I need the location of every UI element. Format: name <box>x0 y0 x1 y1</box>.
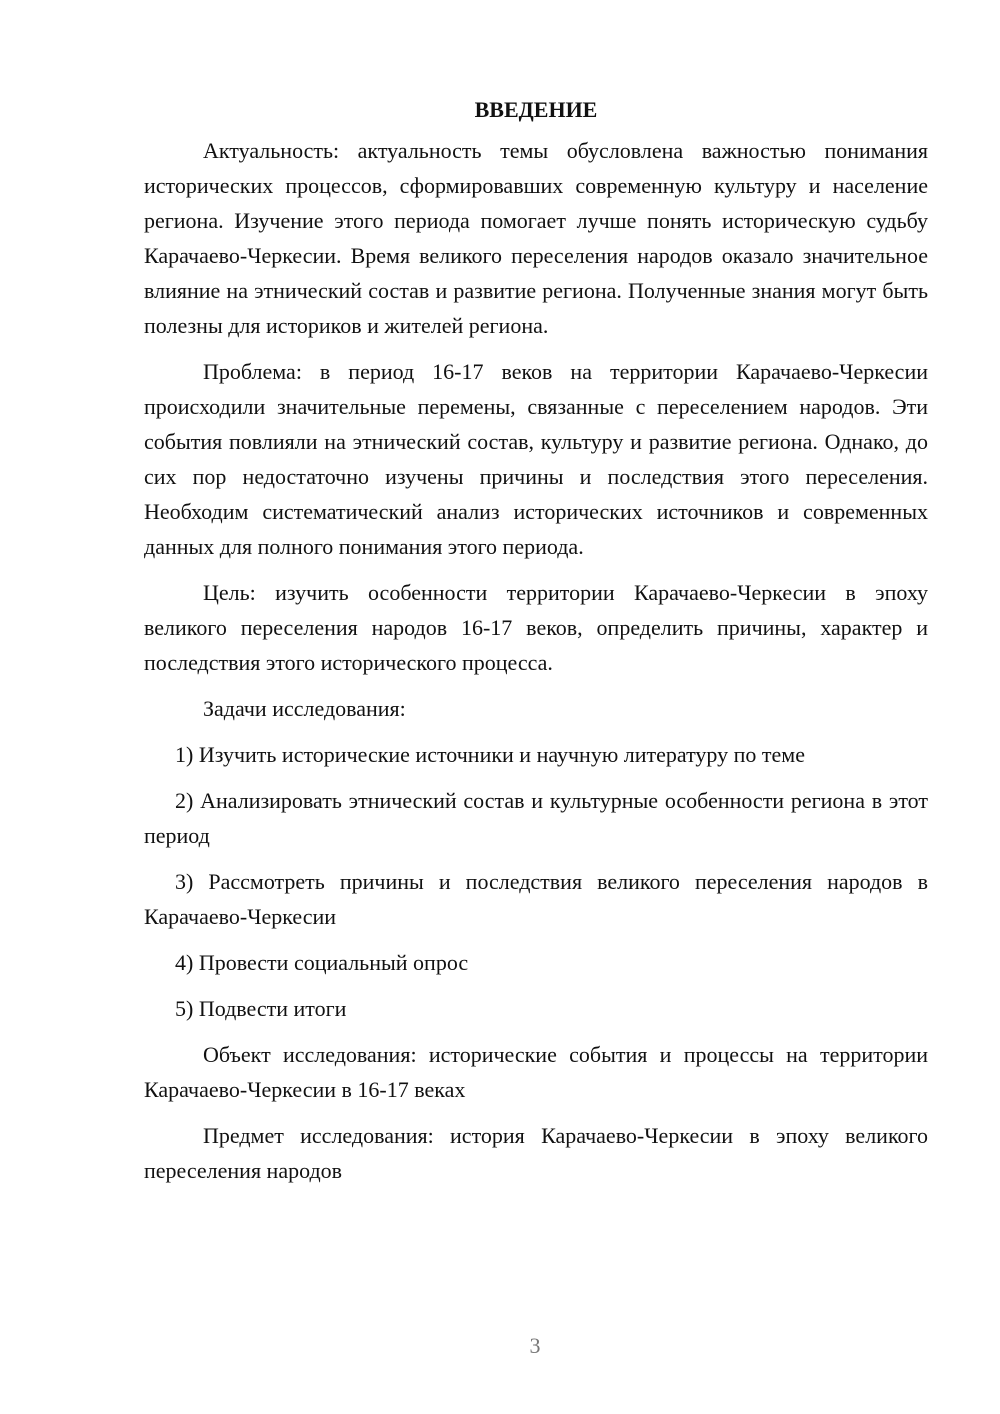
task-item-1: 1) Изучить исторические источники и научную литературу по теме <box>175 742 805 767</box>
tasks-heading: Задачи исследования: <box>203 696 406 721</box>
paragraph-subject: Предмет исследования: история Карачаево-Черкесии в эпоху великого переселения народов <box>144 1123 928 1183</box>
task-item-5: 5) Подвести итоги <box>175 996 347 1021</box>
task-item-4: 4) Провести социальный опрос <box>175 950 469 975</box>
page-number: 3 <box>529 1333 541 1358</box>
paragraph-problem: Проблема: в период 16-17 веков на территории Карачаево-Черкесии происходили значительные перемены, связанные с переселением народов. Эти события повлияли на этнический состав, культуру и развитие региона. Однако, до сих пор недостаточно изучены причины и последствия этого переселения. Необходим систематический анализ исторических источников и современных данных для полного понимания этого периода. <box>144 359 928 559</box>
document-page <box>144 92 928 1199</box>
paragraph-goal: Цель: изучить особенности территории Карачаево-Черкесии в эпоху великого переселения народов 16-17 веков, определить причины, характер и последствия этого исторического процесса. <box>144 580 928 675</box>
paragraph-object: Объект исследования: исторические события и процессы на территории Карачаево-Черкесии в 16-17 веках <box>144 1042 928 1102</box>
document-title: ВВЕДЕНИЕ <box>474 97 598 122</box>
task-item-2: 2) Анализировать этнический состав и культурные особенности региона в этот период <box>144 788 928 848</box>
task-item-3: 3) Рассмотреть причины и последствия великого переселения народов в Карачаево-Черкесии <box>144 869 928 929</box>
paragraph-relevance: Актуальность: актуальность темы обусловлена важностью понимания исторических процессов, сформировавших современную культуру и население региона. Изучение этого периода помогает лучше понять историческую судьбу Карачаево-Черкесии. Время великого переселения народов оказало значительное влияние на этнический состав и развитие региона. Полученные знания могут быть полезны для историков и жителей региона. <box>144 138 928 338</box>
